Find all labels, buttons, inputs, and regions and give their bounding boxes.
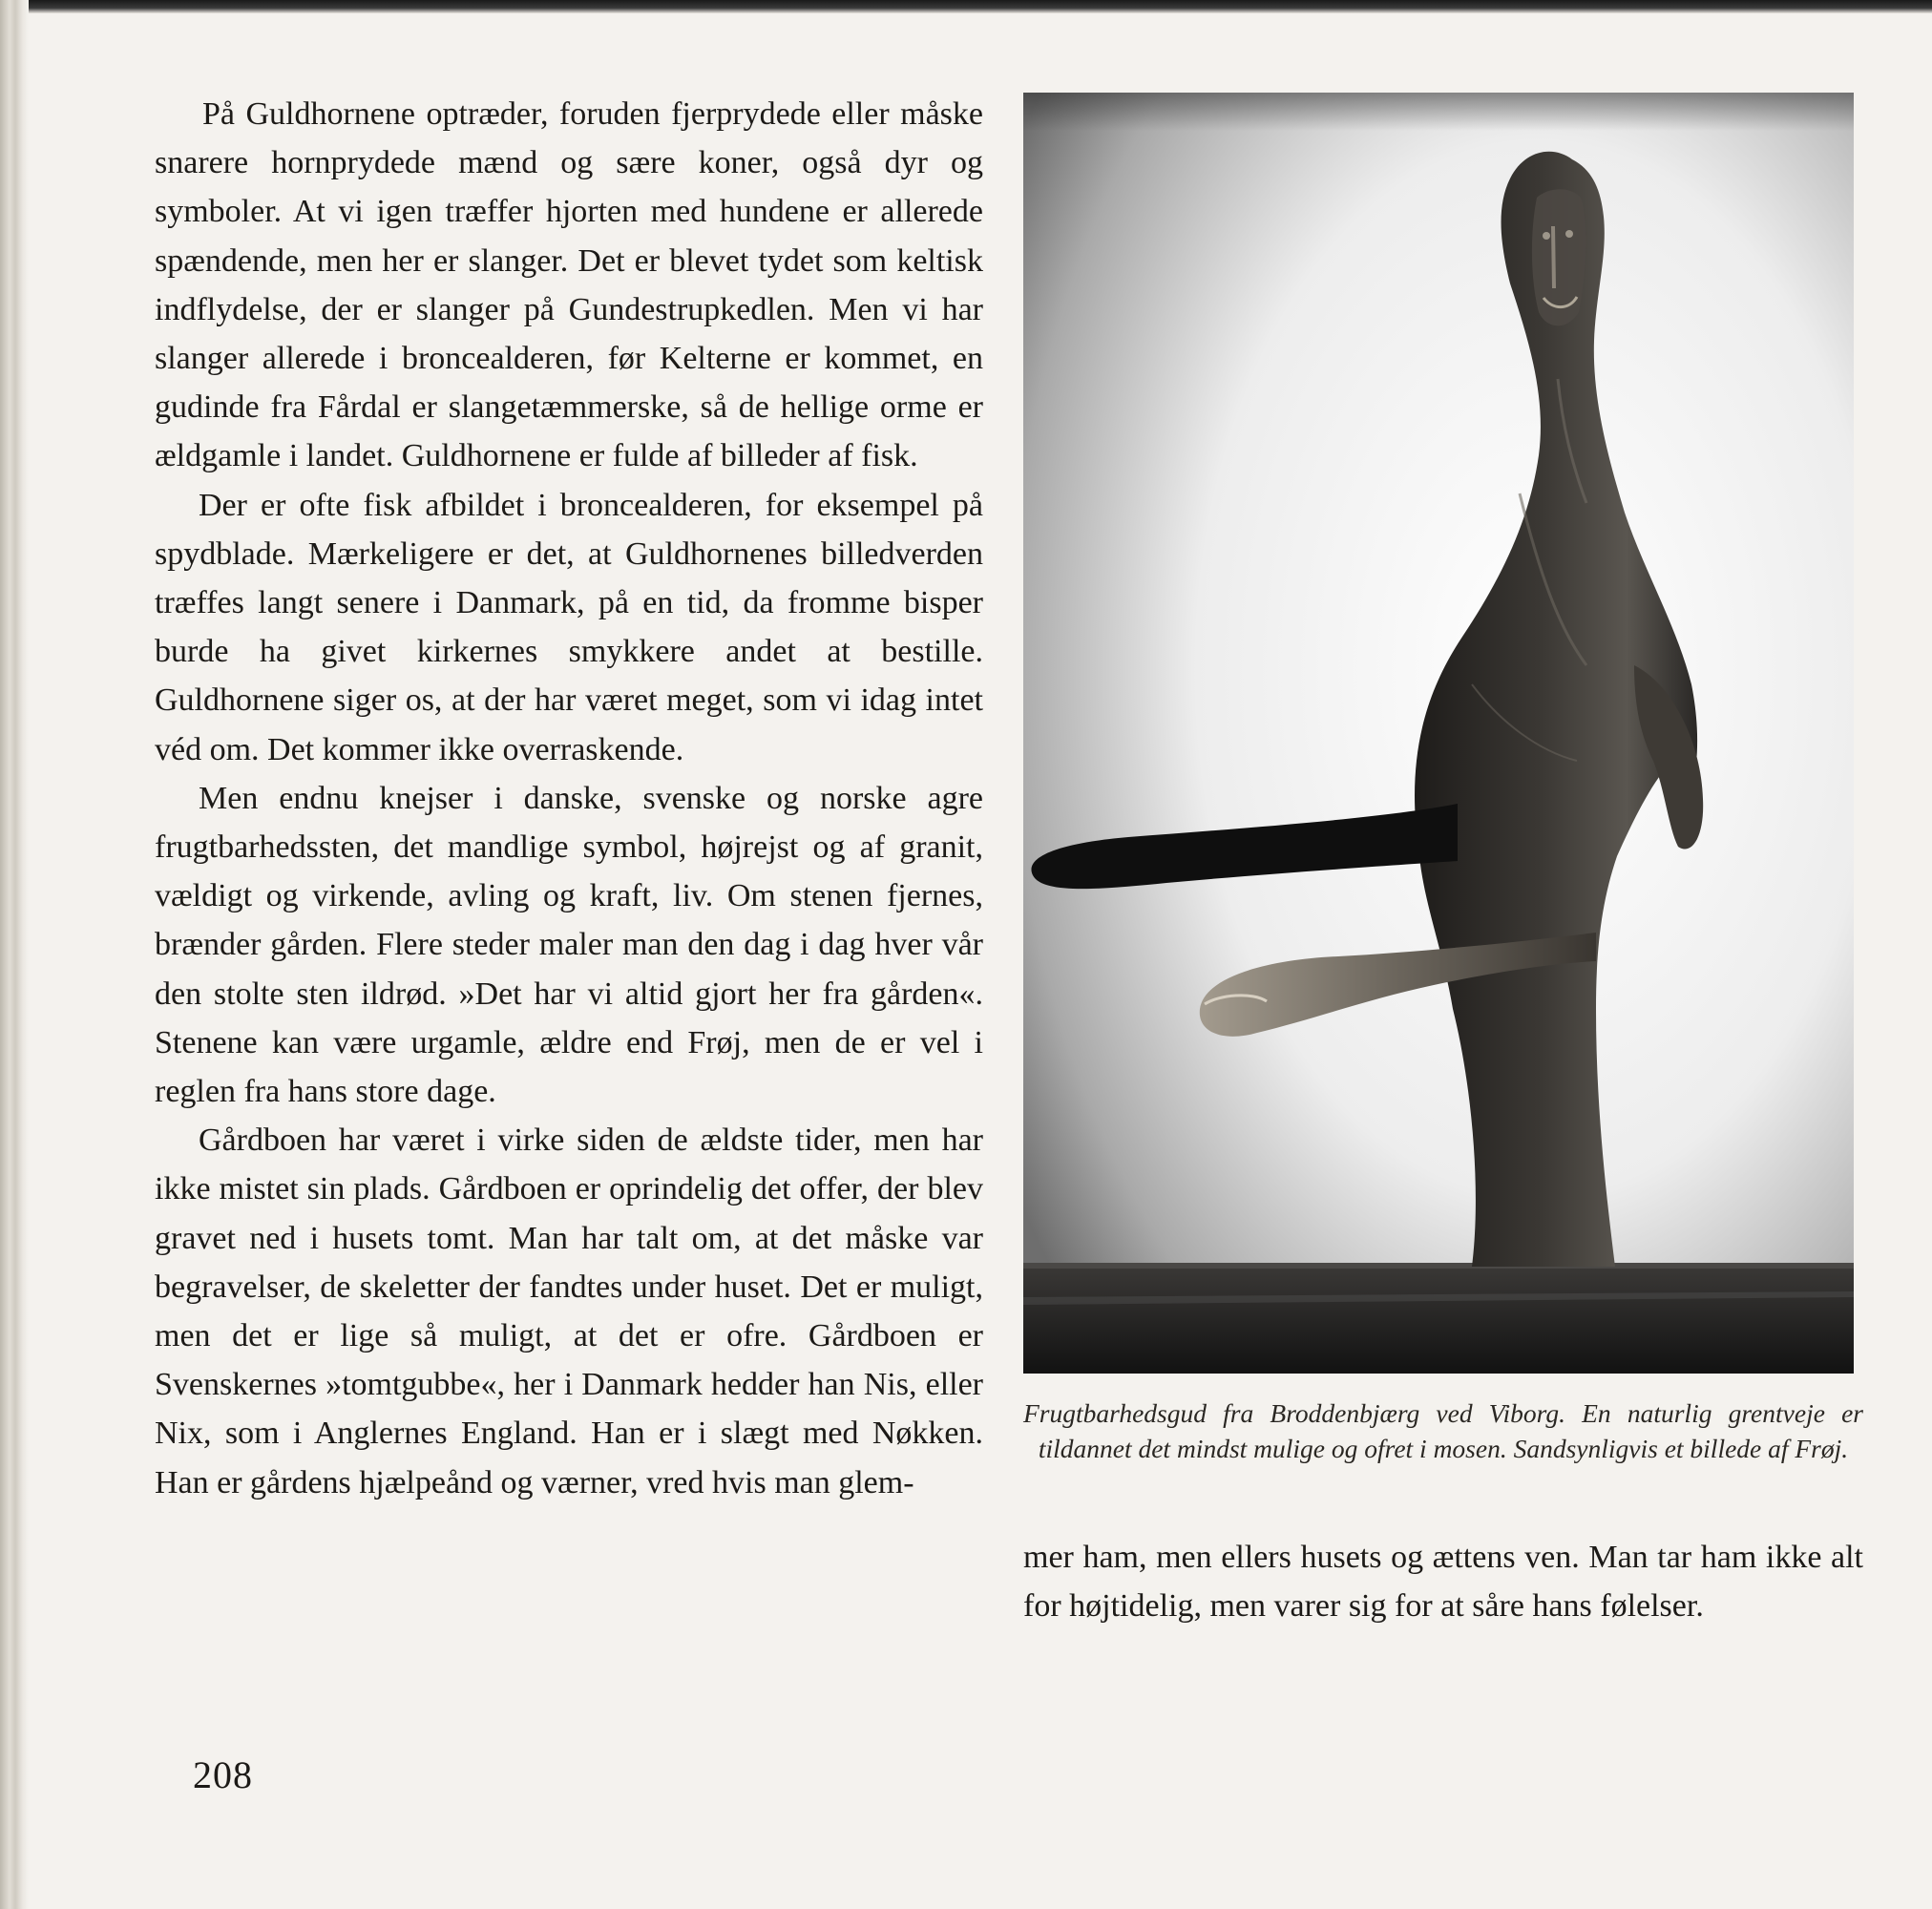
page-number: 208 xyxy=(193,1753,253,1796)
right-text-column xyxy=(1023,1533,1863,1630)
body-paragraph: Men endnu knejser i danske, svenske og norske agre frugtbarhedssten, det mandlige symbol, højrejst og af granit, vældigt og virkende, avling og kraft, liv. Om stenen fjernes, brænder gården. Flere steder maler man den dag i dag hver vår den stolte sten ildrød. »Det har vi altid gjort her fra gården«. Stenene kan være urgamle, ældre end Frøj, men de er vel i reglen fra hans store dage. xyxy=(155,780,983,1110)
body-paragraph: På Guldhornene optræder, foruden fjerprydede eller måske snarere hornprydede mænd og sære koner, også dyr og symboler. At vi igen træffer hjorten med hundene er allerede spændende, men her er slanger. Det er blevet tydet som keltisk indflydelse, der er slanger på Gundestrupkedlen. Men vi har slanger allerede i broncealderen, før Kelterne er kommet, en gudinde fra Fårdal er slangetæmmerske, så de hellige orme er ældgamle i landet. Guldhornene er fulde af billeder af fisk. xyxy=(155,96,983,474)
body-paragraph: Gårdboen har været i virke siden de ældste tider, men har ikke mistet sin plads. Gårdboen er oprindelig det offer, der blev gravet ned i husets tomt. Man har talt om, at det måske var begravelser, de skeletter der fandtes under huset. Det er muligt, men det er lige så muligt, at det er ofre. Gårdboen er Svenskernes »tomtgubbe«, her i Danmark hedder han Nis, eller Nix, som i Anglernes England. Han er i slægt med Nøkken. Han er gårdens hjælpeånd og værner, vred hvis man glem- xyxy=(155,1122,983,1500)
wooden-idol-photo xyxy=(1023,93,1854,1374)
figure-caption: Frugtbarhedsgud fra Broddenbjærg ved Viborg. En naturlig grentveje er tildannet det mindst mulige og ofret i mosen. Sandsynligvis et billede af Frøj. xyxy=(1023,1398,1863,1463)
body-paragraph: Der er ofte fisk afbildet i broncealderen, for eksempel på spydblade. Mærkeligere er det, at Guldhornenes billedverden træffes langt senere i Danmark, på en tid, da fromme bisper burde ha givet kirkernes smykkere andet at bestille. Guldhornene siger os, at der har været meget, som vi idag intet véd om. Det kommer ikke overraskende. xyxy=(155,487,983,767)
body-paragraph: mer ham, men ellers husets og ættens ven. Man tar ham ikke alt for højtidelig, men varer sig for at såre hans følelser. xyxy=(1023,1540,1863,1625)
left-text-column xyxy=(155,90,983,1507)
page-top-edge xyxy=(0,0,1932,13)
book-binding-edge xyxy=(0,0,29,1909)
figure-photo-fertility-god xyxy=(1023,93,1854,1374)
